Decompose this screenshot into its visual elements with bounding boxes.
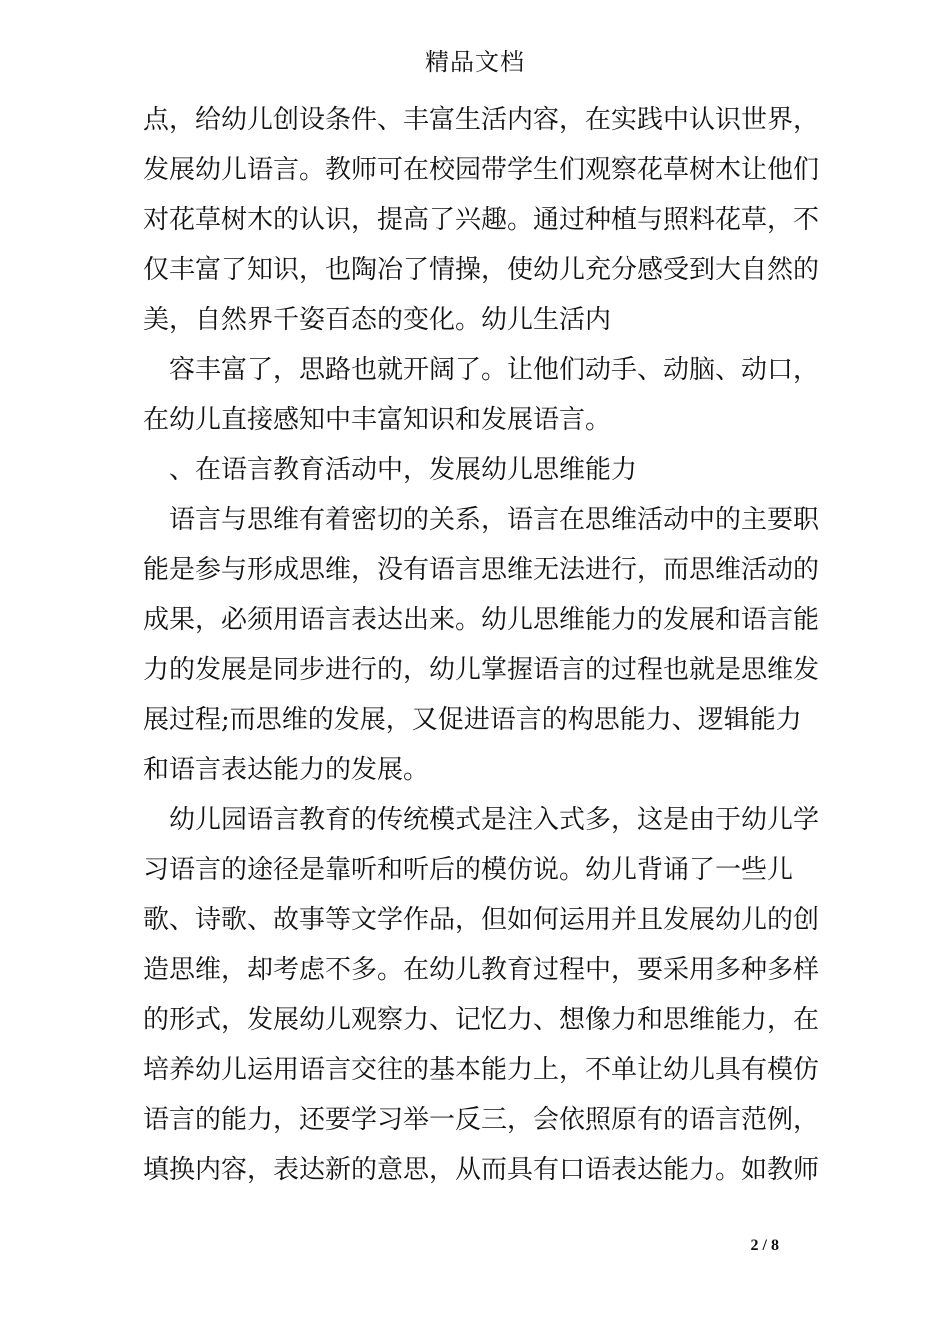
text-line: 成果，必须用语言表达出来。幼儿思维能力的发展和语言能	[143, 605, 820, 635]
text-line: 在幼儿直接感知中丰富知识和发展语言。	[143, 405, 612, 435]
text-line: 填换内容，表达新的意思，从而具有口语表达能力。如教师	[143, 1155, 820, 1185]
text-line: 仅丰富了知识，也陶冶了情操，使幼儿充分感受到大自然的	[143, 255, 820, 285]
text-line: 和语言表达能力的发展。	[143, 755, 430, 785]
text-line: 力的发展是同步进行的，幼儿掌握语言的过程也就是思维发	[143, 655, 820, 685]
document-body	[143, 95, 820, 1195]
text-line: 点，给幼儿创设条件、丰富生活内容，在实践中认识世界，	[143, 105, 820, 135]
text-line: 幼儿园语言教育的传统模式是注入式多，这是由于幼儿学	[169, 805, 820, 835]
text-line: 语言与思维有着密切的关系，语言在思维活动中的主要职	[169, 505, 820, 535]
text-line: 对花草树木的认识，提高了兴趣。通过种植与照料花草，不	[143, 205, 820, 235]
text-line: 语言的能力，还要学习举一反三，会依照原有的语言范例，	[143, 1105, 820, 1135]
text-line: 的形式，发展幼儿观察力、记忆力、想像力和思维能力，在	[143, 1005, 820, 1035]
text-line: 、在语言教育活动中，发展幼儿思维能力	[169, 455, 638, 485]
text-line: 美，自然界千姿百态的变化。幼儿生活内	[143, 305, 612, 335]
text-line: 习语言的途径是靠听和听后的模仿说。幼儿背诵了一些儿	[143, 855, 794, 885]
text-line: 歌、诗歌、故事等文学作品，但如何运用并且发展幼儿的创	[143, 905, 820, 935]
page-number: 2 / 8	[750, 1237, 779, 1254]
text-line: 容丰富了，思路也就开阔了。让他们动手、动脑、动口，	[169, 355, 820, 385]
text-line: 能是参与形成思维，没有语言思维无法进行，而思维活动的	[143, 555, 820, 585]
text-line: 发展幼儿语言。教师可在校园带学生们观察花草树木让他们	[143, 155, 820, 185]
text-line: 培养幼儿运用语言交往的基本能力上，不单让幼儿具有模仿	[143, 1055, 820, 1085]
text-line: 展过程;而思维的发展，又促进语言的构思能力、逻辑能力	[143, 705, 802, 735]
page-header-title: 精品文档	[425, 48, 525, 76]
text-line: 造思维，却考虑不多。在幼儿教育过程中，要采用多种多样	[143, 955, 820, 985]
